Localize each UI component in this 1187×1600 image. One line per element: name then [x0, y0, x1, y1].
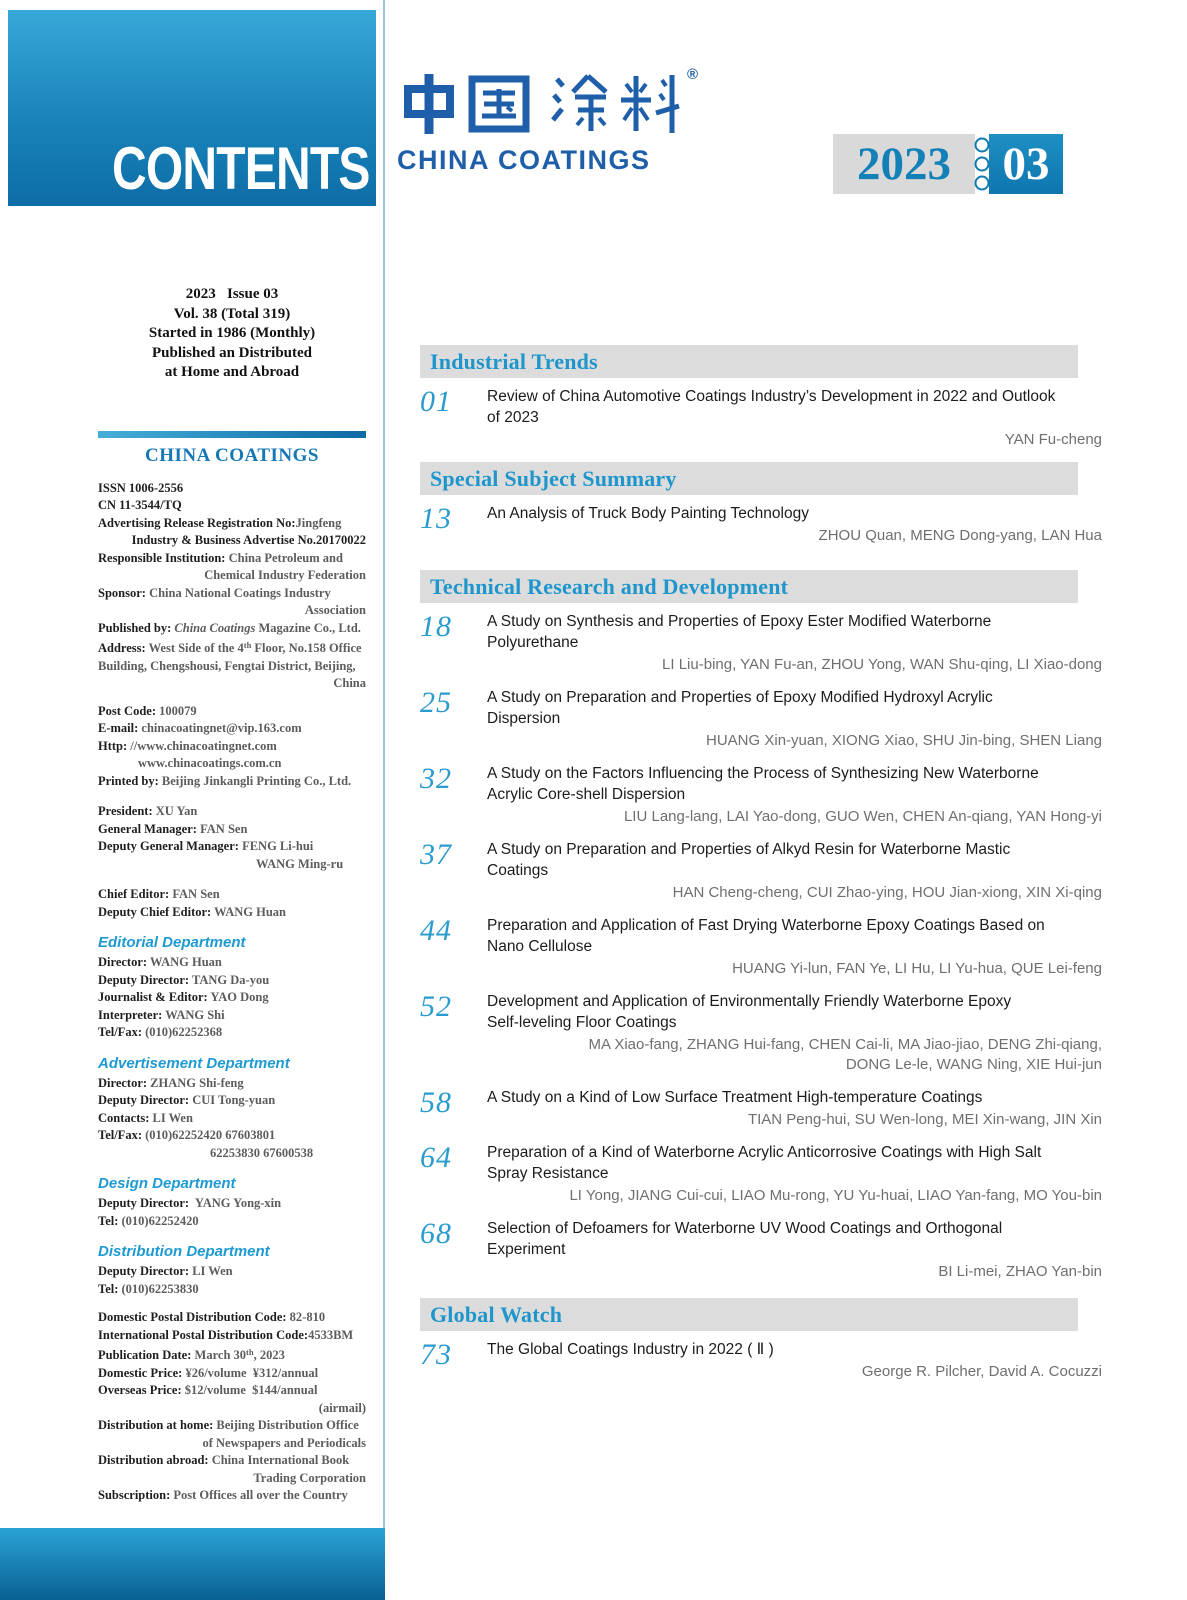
article-page-number: 64: [420, 1141, 452, 1174]
article-title: An Analysis of Truck Body Painting Technology: [487, 505, 809, 522]
sidebar-info-line: Deputy General Manager: FENG Li-hui: [98, 839, 314, 853]
logo-char-tu-icon: [549, 72, 613, 136]
sidebar-info-line: WANG Ming-ru: [256, 856, 344, 871]
sidebar-info-line: Post Code: 100079: [98, 703, 197, 718]
sidebar-info-line: 62253830 67600538: [210, 1145, 314, 1160]
issue-info-line: Started in 1986 (Monthly): [148, 325, 316, 341]
sidebar-department-heading: Design Department: [98, 1175, 236, 1192]
sidebar-info-line: Contacts: LI Wen: [98, 1110, 193, 1125]
issue-info-block: [98, 285, 366, 383]
sidebar-info-line: Distribution abroad: China International Book: [98, 1453, 350, 1467]
section-title: Special Subject Summary: [430, 466, 677, 491]
article-authors: HUANG Xin-yuan, XIONG Xiao, SHU Jin-bing, SHEN Liang: [706, 732, 1102, 749]
sidebar-info-line: Distribution at home: Beijing Distribution Office: [98, 1418, 359, 1432]
article-authors: LI Liu-bing, YAN Fu-an, ZHOU Yong, WAN Shu-qing, LI Xiao-dong: [662, 656, 1102, 673]
article-page-number: 68: [420, 1217, 452, 1250]
toc-section: [420, 462, 1102, 546]
article-page-number: 25: [420, 686, 452, 719]
issue-info-line: 2023 Issue 03: [185, 286, 279, 302]
article-page-number: 13: [420, 502, 452, 535]
article-authors: TIAN Peng-hui, SU Wen-long, MEI Xin-wang, JIN Xin: [747, 1111, 1102, 1128]
sidebar-info-line: Printed by: Beijing Jinkangli Printing Co., Ltd.: [98, 773, 352, 788]
issue-number: 03: [989, 134, 1063, 194]
registered-trademark-icon: ®: [687, 66, 699, 83]
masthead-rule: [98, 431, 366, 438]
section-title: Industrial Trends: [430, 349, 598, 374]
sidebar-info-line: Responsible Institution: China Petroleum and: [98, 550, 343, 565]
article-entry: [420, 1218, 1102, 1282]
sidebar-info-line: Association: [304, 603, 366, 617]
article-entry: [420, 991, 1102, 1075]
sidebar-info-line: Deputy Director: TANG Da-you: [98, 972, 270, 987]
masthead-title: CHINA COATINGS: [145, 444, 319, 466]
toc-section: [420, 1298, 1102, 1382]
article-authors: HAN Cheng-cheng, CUI Zhao-ying, HOU Jian-xiong, XIN Xi-qing: [672, 884, 1102, 901]
article-authors: LIU Lang-lang, LAI Yao-dong, GUO Wen, CHEN An-qiang, YAN Hong-yi: [623, 808, 1102, 825]
sidebar-info-line: International Postal Distribution Code:4533BM: [98, 1327, 354, 1342]
article-title: A Study on a Kind of Low Surface Treatment High-temperature Coatings: [487, 1089, 983, 1106]
sidebar-info-line: Published by: China Coatings Magazine Co., Ltd.: [98, 620, 361, 635]
article-entry: [420, 503, 1102, 546]
section-title: Global Watch: [430, 1302, 563, 1327]
contents-banner: [8, 10, 376, 206]
issue-info-line: Published an Distributed: [151, 344, 313, 361]
article-authors: LI Yong, JIANG Cui-cui, LIAO Mu-rong, YU Yu-huai, LIAO Yan-fang, MO You-bin: [569, 1187, 1102, 1204]
sidebar-info-line: Http: //www.chinacoatingnet.com: [98, 738, 277, 753]
article-page-number: 73: [420, 1338, 452, 1371]
section-header: [420, 570, 1078, 603]
logo-cn-characters: [397, 66, 699, 136]
article-authors: YAN Fu-cheng: [1004, 431, 1102, 448]
publication-details: [98, 480, 366, 1505]
article-title: Selection of Defoamers for Waterborne UV Wood Coatings and Orthogonal Experiment: [487, 1220, 1003, 1258]
issue-badge: [833, 134, 1063, 194]
sidebar-department-heading: Advertisement Department: [98, 1054, 290, 1072]
article-title: A Study on the Factors Influencing the Process of Synthesizing New Waterborne Acrylic Core-shell Dispersion: [487, 765, 1039, 803]
article-entry: [420, 1087, 1102, 1130]
article-page-number: 58: [420, 1086, 452, 1119]
sidebar-info-line: (airmail): [318, 1400, 366, 1415]
sidebar-info-line: www.chinacoatings.com.cn: [138, 756, 282, 770]
article-entry: [420, 386, 1102, 450]
sidebar-info-line: Journalist & Editor: YAO Dong: [98, 990, 269, 1004]
sidebar-info-line: of Newspapers and Periodicals: [202, 1435, 366, 1450]
article-entry: [420, 611, 1102, 675]
section-header: [420, 345, 1078, 378]
sidebar-info-line: Deputy Chief Editor: WANG Huan: [98, 904, 286, 919]
section-header: [420, 1298, 1078, 1331]
sidebar-info-line: Tel/Fax: (010)62252368: [98, 1025, 223, 1039]
sidebar-info-line: Advertising Release Registration No:Jingfeng: [98, 515, 342, 530]
article-entry: [420, 915, 1102, 979]
magazine-logo: [397, 66, 699, 176]
article-page-number: 32: [420, 762, 452, 795]
article-page-number: 44: [420, 914, 452, 947]
sidebar-info-line: Tel: (010)62252420: [98, 1213, 199, 1228]
logo-char-zhong-icon: [397, 72, 461, 136]
section-title: Technical Research and Development: [430, 574, 789, 599]
sidebar-info-line: Tel/Fax: (010)62252420 67603801: [98, 1128, 276, 1142]
article-entry: [420, 1339, 1102, 1382]
article-entry: [420, 1142, 1102, 1206]
sidebar-info-line: Domestic Postal Distribution Code: 82-810: [98, 1310, 326, 1324]
article-authors: MA Xiao-fang, ZHANG Hui-fang, CHEN Cai-li, MA Jiao-jiao, DENG Zhi-qiang, DONG Le-le, WANG Ning, XIE Hui-jun: [588, 1036, 1102, 1073]
sidebar-info-line: Industry & Business Advertise No.20170022: [131, 533, 366, 547]
article-authors: HUANG Yi-lun, FAN Ye, LI Hu, LI Yu-hua, QUE Lei-feng: [732, 960, 1102, 977]
sidebar-department-heading: Editorial Department: [98, 934, 246, 951]
sidebar-info-line: Overseas Price: $12/volume $144/annual: [98, 1383, 318, 1397]
sidebar-info-line: Publication Date: March 30th, 2023: [98, 1347, 285, 1362]
article-page-number: 18: [420, 610, 452, 643]
toc-section: [420, 570, 1102, 1282]
publication-info-sidebar: [98, 285, 366, 1505]
sidebar-info-line: Domestic Price: ¥26/volume ¥312/annual: [98, 1365, 319, 1380]
article-title: The Global Coatings Industry in 2022 ( Ⅱ ): [487, 1341, 774, 1358]
sidebar-info-line: Director: WANG Huan: [98, 955, 222, 969]
sidebar-info-line: Chief Editor: FAN Sen: [98, 887, 220, 901]
toc-section: [420, 345, 1102, 450]
sidebar-info-line: President: XU Yan: [98, 804, 198, 818]
sidebar-info-line: Tel: (010)62253830: [98, 1281, 199, 1296]
sidebar-info-line: Sponsor: China National Coatings Industry: [98, 585, 331, 600]
article-entry: [420, 687, 1102, 751]
article-authors: BI Li-mei, ZHAO Yan-bin: [938, 1263, 1102, 1280]
sidebar-info-line: Deputy Director: CUI Tong-yuan: [98, 1093, 276, 1107]
article-authors: ZHOU Quan, MENG Dong-yang, LAN Hua: [818, 527, 1102, 544]
sidebar-info-line: CN 11-3544/TQ: [98, 498, 182, 512]
article-page-number: 01: [420, 385, 452, 418]
sidebar-info-line: ISSN 1006-2556: [98, 480, 184, 495]
spiral-rings-icon: [975, 138, 990, 191]
issue-info-line: at Home and Abroad: [164, 364, 300, 380]
sidebar-info-line: China: [333, 676, 366, 690]
sidebar-info-line: Interpreter: WANG Shi: [98, 1007, 225, 1022]
logo-char-guo-icon: [467, 72, 531, 136]
sidebar-info-line: Subscription: Post Offices all over the Country: [98, 1488, 348, 1502]
sidebar-info-line: Address: West Side of the 4th Floor, No.158 Office: [98, 640, 362, 655]
article-title: A Study on Preparation and Properties of Epoxy Modified Hydroxyl Acrylic Dispersion: [487, 689, 993, 727]
article-entry: [420, 839, 1102, 903]
section-header: [420, 462, 1078, 495]
sidebar-department-heading: Distribution Department: [98, 1243, 270, 1260]
article-title: Preparation and Application of Fast Drying Waterborne Epoxy Coatings Based on Nano Cellulose: [487, 917, 1045, 955]
bottom-blue-bar: [0, 1528, 385, 1600]
sidebar-info-line: General Manager: FAN Sen: [98, 821, 248, 836]
issue-info-line: Vol. 38 (Total 319): [173, 305, 291, 322]
sidebar-info-line: Director: ZHANG Shi-feng: [98, 1075, 244, 1090]
article-page-number: 52: [420, 990, 452, 1023]
article-page-number: 37: [420, 838, 452, 871]
sidebar-info-line: Deputy Director: LI Wen: [98, 1264, 233, 1278]
logo-char-liao-icon: [619, 72, 683, 136]
article-entry: [420, 763, 1102, 827]
issue-year: 2023: [833, 134, 975, 194]
sidebar-info-line: Chemical Industry Federation: [204, 568, 366, 582]
sidebar-info-line: Building, Chengshousi, Fengtai District, Beijing,: [98, 658, 356, 673]
article-title: A Study on Preparation and Properties of Alkyd Resin for Waterborne Mastic Coatings: [487, 841, 1011, 879]
badge-spiral-binding: [975, 134, 989, 194]
column-divider: [383, 0, 385, 1528]
sidebar-info-line: E-mail: chinacoatingnet@vip.163.com: [98, 721, 302, 735]
sidebar-info-line: Deputy Director: YANG Yong-xin: [98, 1196, 282, 1210]
article-authors: George R. Pilcher, David A. Cocuzzi: [861, 1363, 1102, 1380]
article-title: Development and Application of Environmentally Friendly Waterborne Epoxy Self-leveling Floor Coatings: [487, 993, 1012, 1031]
contents-title: CONTENTS: [112, 135, 370, 202]
article-title: A Study on Synthesis and Properties of Epoxy Ester Modified Waterborne Polyurethane: [487, 613, 992, 651]
table-of-contents: [420, 345, 1102, 1394]
sidebar-info-line: Trading Corporation: [253, 1470, 366, 1485]
article-title: Preparation of a Kind of Waterborne Acrylic Anticorrosive Coatings with High Salt Spray Resistance: [487, 1144, 1042, 1182]
article-title: Review of China Automotive Coatings Industry’s Development in 2022 and Outlook of 2023: [487, 388, 1056, 426]
logo-en-name: CHINA COATINGS: [397, 145, 651, 175]
